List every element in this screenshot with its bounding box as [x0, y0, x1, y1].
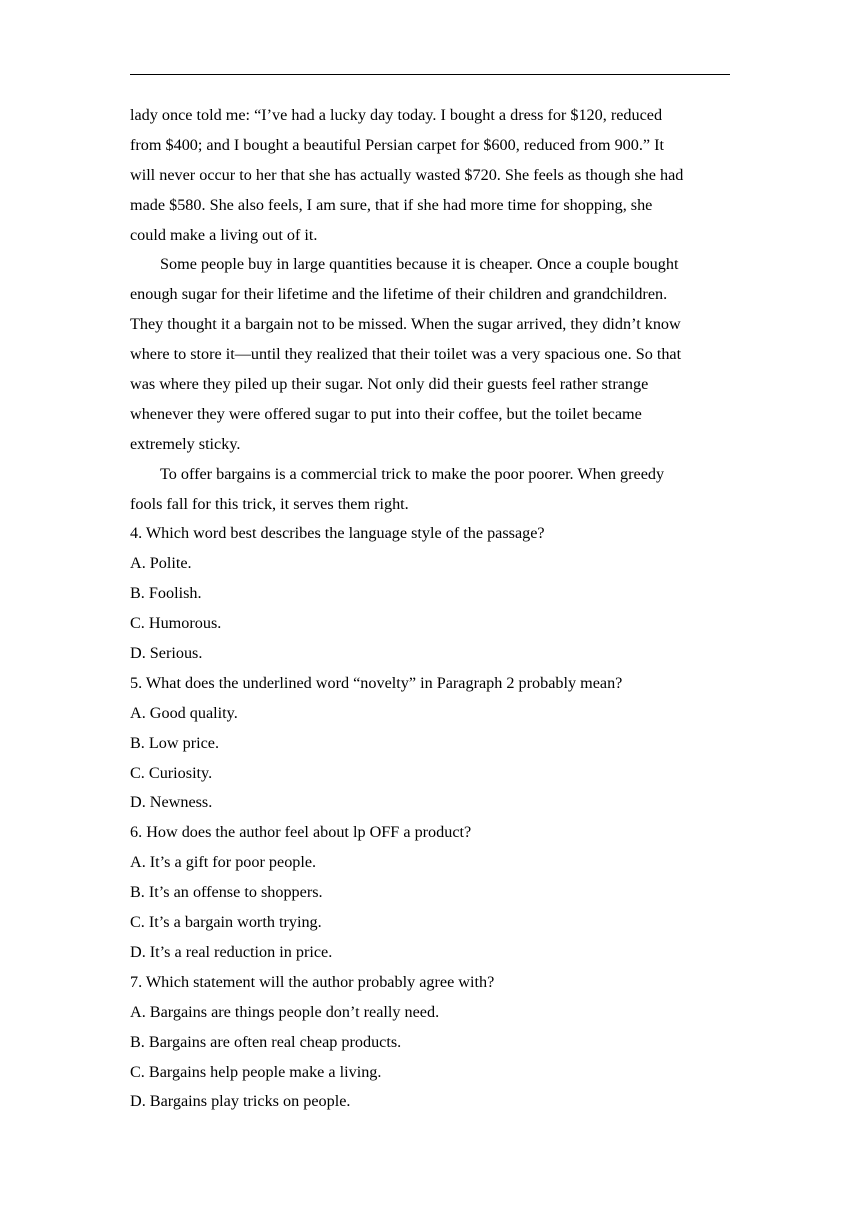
question-7	[130, 968, 730, 1117]
answer-option-d: D. Serious.	[130, 644, 203, 663]
text-line: They thought it a bargain not to be missed. When the sugar arrived, they didn’t know	[130, 315, 681, 334]
question-5	[130, 669, 730, 818]
answer-option-a: A. Bargains are things people don’t really need.	[130, 1002, 440, 1021]
text-line: was where they piled up their sugar. Not only did their guests feel rather strange	[130, 375, 649, 394]
answer-option-b: B. Bargains are often real cheap products.	[130, 1032, 402, 1051]
text-line: will never occur to her that she has actually wasted $720. She feels as though she had	[130, 165, 684, 184]
answer-option-a: A. It’s a gift for poor people.	[130, 853, 317, 872]
question-stem: 4. Which word best describes the language style of the passage?	[130, 524, 545, 543]
text-line: To offer bargains is a commercial trick to make the poor poorer. When greedy	[160, 464, 665, 483]
question-stem: 7. Which statement will the author probably agree with?	[130, 972, 495, 991]
question-stem: 6. How does the author feel about lp OFF a product?	[130, 823, 472, 842]
paragraph-sugar	[130, 250, 730, 459]
text-line: extremely sticky.	[130, 434, 241, 453]
answer-option-a: A. Polite.	[130, 554, 192, 573]
text-line: from $400; and I bought a beautiful Persian carpet for $600, reduced from 900.” It	[130, 135, 665, 154]
answer-option-c: C. Curiosity.	[130, 763, 213, 782]
answer-option-b: B. Low price.	[130, 733, 220, 752]
answer-option-c: C. It’s a bargain worth trying.	[130, 913, 322, 932]
text-line: fools fall for this trick, it serves them right.	[130, 494, 409, 513]
page-body	[130, 101, 730, 1117]
text-line: whenever they were offered sugar to put into their coffee, but the toilet became	[130, 404, 642, 423]
text-line: where to store it—until they realized that their toilet was a very spacious one. So that	[130, 345, 682, 364]
answer-option-a: A. Good quality.	[130, 703, 238, 722]
answer-option-b: B. Foolish.	[130, 584, 202, 603]
header-rule	[130, 74, 730, 75]
text-line: made $580. She also feels, I am sure, that if she had more time for shopping, she	[130, 195, 653, 214]
text-line: lady once told me: “I’ve had a lucky day today. I bought a dress for $120, reduced	[130, 106, 663, 124]
answer-option-c: C. Humorous.	[130, 614, 222, 633]
answer-option-d: D. Newness.	[130, 793, 213, 812]
answer-option-c: C. Bargains help people make a living.	[130, 1062, 382, 1081]
question-stem: 5. What does the underlined word “novelty” in Paragraph 2 probably mean?	[130, 673, 623, 692]
question-6	[130, 818, 730, 967]
question-4	[130, 519, 730, 668]
text-line: could make a living out of it.	[130, 225, 318, 244]
answer-option-d: D. It’s a real reduction in price.	[130, 942, 333, 961]
text-line: Some people buy in large quantities because it is cheaper. Once a couple bought	[160, 255, 679, 274]
paragraph-continuation	[130, 101, 730, 250]
text-line: enough sugar for their lifetime and the lifetime of their children and grandchildren.	[130, 285, 668, 304]
answer-option-d: D. Bargains play tricks on people.	[130, 1092, 351, 1111]
answer-option-b: B. It’s an offense to shoppers.	[130, 883, 323, 902]
paragraph-conclusion	[130, 460, 730, 520]
